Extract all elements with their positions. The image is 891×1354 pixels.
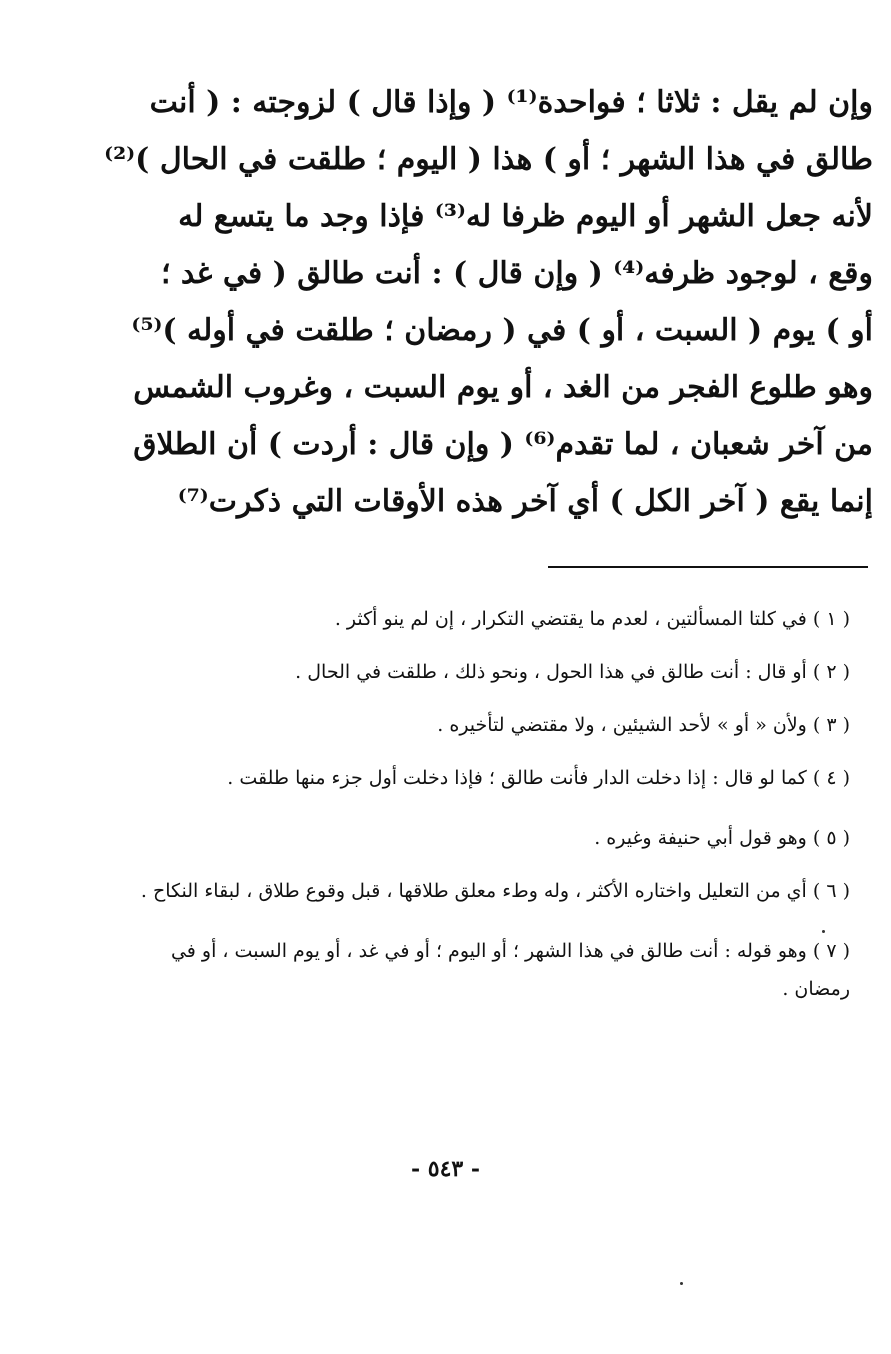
main-text-line: لأنه جعل الشهر أو اليوم ظرفا له⁽³⁾ فإذا وجد ما يتسع له (178, 199, 873, 234)
main-text-line: طالق في هذا الشهر ؛ أو ) هذا ( اليوم ؛ طلقت في الحال )⁽²⁾ (104, 142, 873, 177)
main-text-line: أو ) يوم ( السبت ، أو ) في ( رمضان ؛ طلقت في أوله )⁽⁵⁾ (131, 313, 873, 348)
footnote-4: ( ٤ ) كما لو قال : إذا دخلت الدار فأنت طالق ؛ فإذا دخلت أول جزء منها طلقت . (227, 767, 850, 789)
scan-speck (822, 930, 825, 933)
main-text-line: من آخر شعبان ، لما تقدم⁽⁶⁾ ( وإن قال : أردت ) أن الطلاق (133, 427, 873, 462)
page-number: - ٥٤٣ - (410, 1156, 481, 1182)
footnote-6: ( ٦ ) أي من التعليل واختاره الأكثر ، وله وطء معلق طلاقها ، قبل وقوع طلاق ، لبقاء النكاح . (140, 880, 850, 902)
main-text-line: إنما يقع ( آخر الكل ) أي آخر هذه الأوقات التي ذكرت⁽⁷⁾ (177, 484, 873, 519)
footnote-divider (548, 566, 868, 568)
main-text-line: وقع ، لوجود ظرفه⁽⁴⁾ ( وإن قال ) : أنت طالق ( في غد ؛ (160, 256, 873, 291)
footnote-3: ( ٣ ) ولأن « أو » لأحد الشيئين ، ولا مقتضي لتأخيره . (437, 714, 850, 736)
footnote-1: ( ١ ) في كلتا المسألتين ، لعدم ما يقتضي التكرار ، إن لم ينو أكثر . (334, 608, 850, 630)
footnotes-block (120, 600, 850, 1023)
scan-speck (680, 1282, 683, 1285)
footnote-5: ( ٥ ) وهو قول أبي حنيفة وغيره . (594, 827, 850, 849)
footnote-7: ( ٧ ) وهو قوله : أنت طالق في هذا الشهر ؛ أو اليوم ؛ أو في غد ، أو يوم السبت ، أو في رمضان . (170, 940, 850, 1000)
main-text-block (104, 74, 873, 530)
main-text-line: وإن لم يقل : ثلاثا ؛ فواحدة⁽¹⁾ ( وإذا قال ) لزوجته : ( أنت (149, 85, 873, 120)
main-text-line: وهو طلوع الفجر من الغد ، أو يوم السبت ، وغروب الشمس (133, 370, 873, 405)
footnote-2: ( ٢ ) أو قال : أنت طالق في هذا الحول ، ونحو ذلك ، طلقت في الحال . (295, 661, 850, 683)
